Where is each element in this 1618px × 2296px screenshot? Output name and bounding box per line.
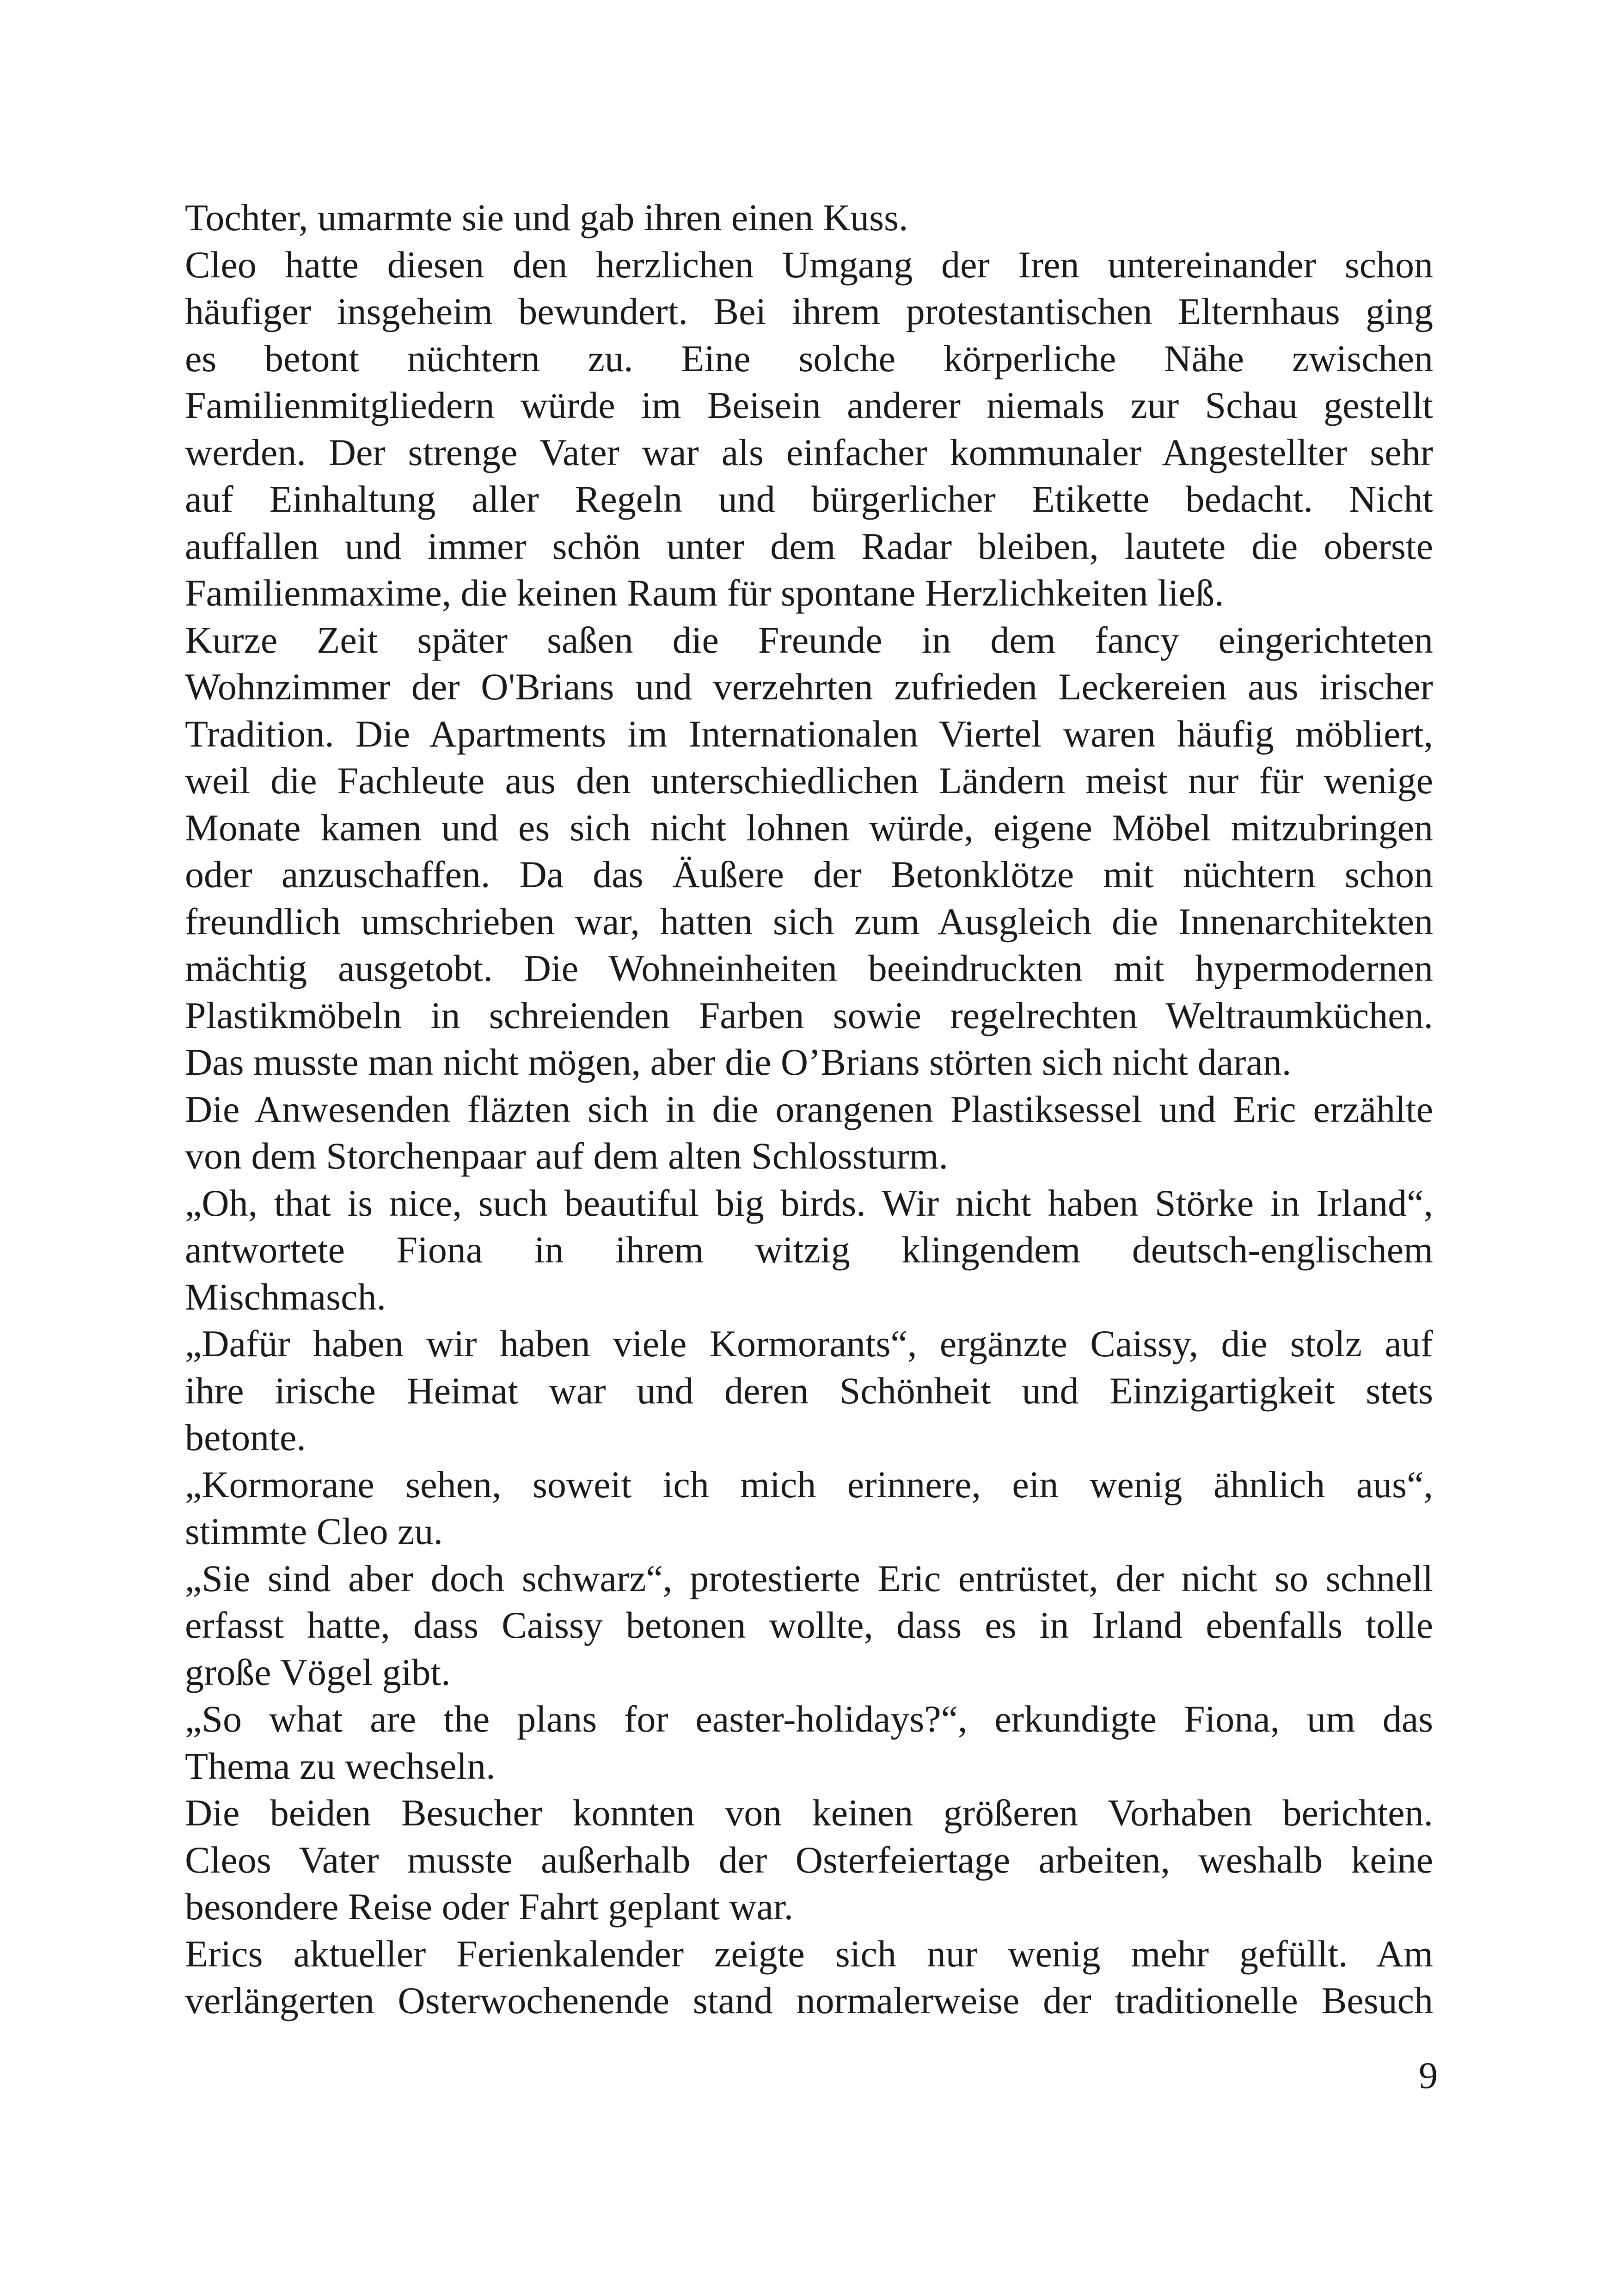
text-line: Cleos Vater musste außerhalb der Osterfeiertage arbeiten, weshalb keine [185,1838,1433,1881]
text-line: Tradition. Die Apartments im Internationalen Viertel waren häufig möbliert, [185,712,1433,755]
text-line: Die beiden Besucher konnten von keinen größeren Vorhaben berichten. [185,1792,1433,1834]
text-line: erfasst hatte, dass Caissy betonen wollte, dass es in Irland ebenfalls tolle [185,1604,1433,1646]
text-line: Familienmaxime, die keinen Raum für spontane Herzlichkeiten ließ. [185,572,1224,614]
text-line: Familienmitgliedern würde im Beisein anderer niemals zur Schau gestellt [185,384,1433,426]
text-line: häufiger insgeheim bewundert. Bei ihrem protestantischen Elternhaus ging [185,290,1433,332]
text-line: Thema zu wechseln. [185,1745,496,1787]
text-line: besondere Reise oder Fahrt geplant war. [185,1886,794,1928]
text-line: Plastikmöbeln in schreienden Farben sowie regelrechten Weltraumküchen. [185,994,1433,1036]
text-line: es betont nüchtern zu. Eine solche körperliche Nähe zwischen [185,337,1433,380]
text-line: Kurze Zeit später saßen die Freunde in dem fancy eingerichteten [185,618,1433,661]
text-line: mächtig ausgetobt. Die Wohneinheiten beeindruckten mit hypermodernen [185,947,1433,989]
text-line: „So what are the plans for easter-holidays?“, erkundigte Fiona, um das [185,1698,1433,1740]
text-line: werden. Der strenge Vater war als einfacher kommunaler Angestellter sehr [185,431,1433,473]
text-line: Cleo hatte diesen den herzlichen Umgang der Iren untereinander schon [185,243,1433,286]
text-line: auffallen und immer schön unter dem Radar bleiben, lautete die oberste [185,525,1433,567]
text-line: große Vögel gibt. [185,1651,451,1693]
text-line: Erics aktueller Ferienkalender zeigte sich nur wenig mehr gefüllt. Am [185,1932,1433,1975]
text-line: „Sie sind aber doch schwarz“, protestierte Eric entrüstet, der nicht so schnell [185,1557,1433,1599]
text-line: „Oh, that is nice, such beautiful big birds. Wir nicht haben Störke in Irland“, [185,1182,1433,1224]
text-line: Monate kamen und es sich nicht lohnen würde, eigene Möbel mitzubringen [185,806,1433,849]
text-line: betonte. [185,1416,306,1458]
text-line: „Dafür haben wir haben viele Kormorants“, ergänzte Caissy, die stolz auf [185,1322,1433,1365]
text-line: von dem Storchenpaar auf dem alten Schlossturm. [185,1135,948,1177]
text-line: Mischmasch. [185,1275,386,1318]
text-line: stimmte Cleo zu. [185,1510,443,1552]
text-line: ihre irische Heimat war und deren Schönheit und Einzigartigkeit stets [185,1369,1433,1412]
text-line: oder anzuschaffen. Da das Äußere der Betonklötze mit nüchtern schon [185,853,1433,895]
text-line: weil die Fachleute aus den unterschiedlichen Ländern meist nur für wenige [185,759,1433,802]
text-line: auf Einhaltung aller Regeln und bürgerlicher Etikette bedacht. Nicht [185,478,1433,520]
text-line: verlängerten Osterwochenende stand normalerweise der traditionelle Besuch [185,1979,1433,2021]
page-number: 9 [1419,2054,1438,2096]
text-line: antwortete Fiona in ihrem witzig klingendem deutsch-englischem [185,1229,1433,1271]
text-line: freundlich umschrieben war, hatten sich zum Ausgleich die Innenarchitekten [185,900,1433,943]
text-line: Wohnzimmer der O'Brians und verzehrten zufrieden Leckereien aus irischer [185,666,1433,708]
text-line: Tochter, umarmte sie und gab ihren einen Kuss. [185,196,908,239]
text-line: Das musste man nicht mögen, aber die O’Brians störten sich nicht daran. [185,1041,1292,1083]
text-line: Die Anwesenden fläzten sich in die orangenen Plastiksessel und Eric erzählte [185,1088,1433,1130]
body-text [185,194,1433,2024]
text-line: „Kormorane sehen, soweit ich mich erinnere, ein wenig ähnlich aus“, [185,1463,1433,1506]
